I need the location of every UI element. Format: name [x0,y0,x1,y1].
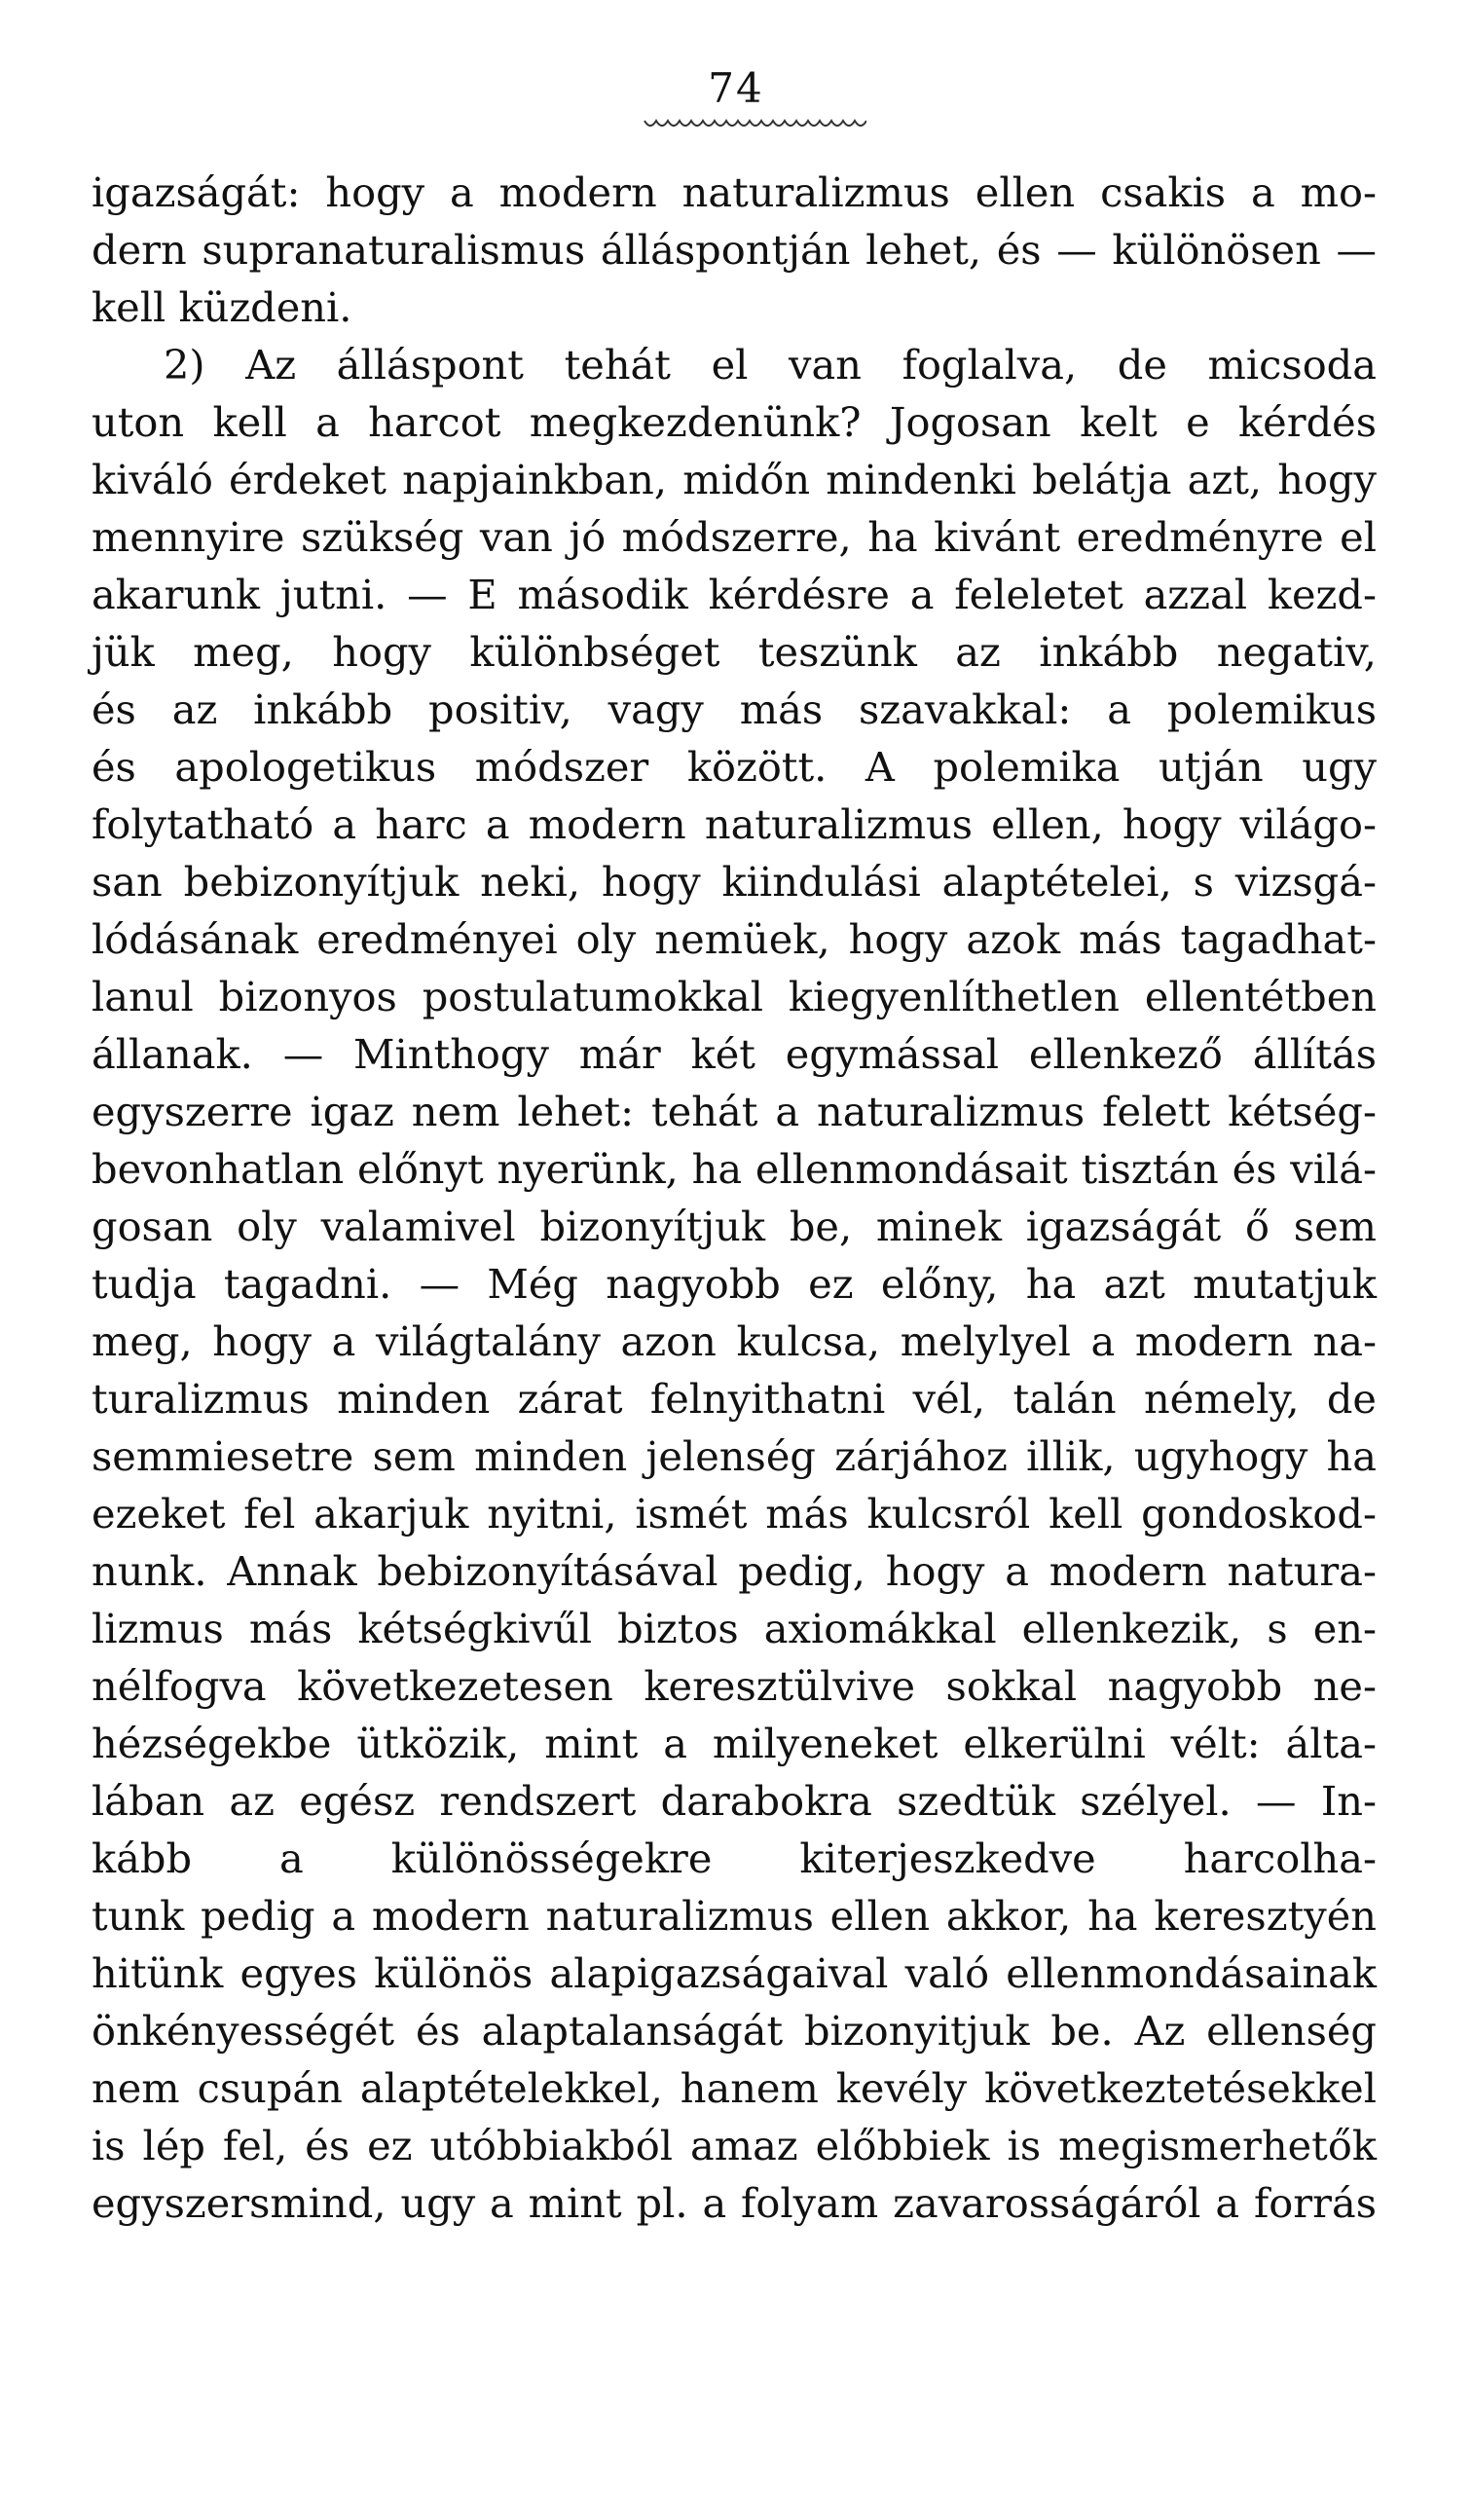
ornament-rule-icon [643,115,866,136]
text-line: ezeket fel akarjuk nyitni, ismét más kulcsról kell gondoskod- [92,1490,1377,1538]
text-line: folytatható a harc a modern naturalizmus ellen, hogy világo- [92,800,1377,848]
text-line: bevonhatlan előnyt nyerünk, ha ellenmondásait tisztán és vilá- [92,1145,1377,1193]
text-line: turalizmus minden zárat felnyithatni vél, talán némely, de [92,1375,1377,1423]
text-line: gosan oly valamivel bizonyítjuk be, minek igazságát ő sem [92,1203,1377,1250]
text-line: állanak. — Minthogy már két egymással ellenkező állítás [92,1030,1377,1078]
body-text [92,164,1377,2232]
text-line: és apologetikus módszer között. A polemika utján ugy [92,743,1377,791]
text-line: nem csupán alaptételekkel, hanem kevély következtetésekkel [92,2064,1377,2112]
text-line: lizmus más kétségkivűl biztos axiomákkal ellenkezik, s en- [92,1605,1377,1652]
text-line: is lép fel, és ez utóbbiakból amaz előbbiek is megismerhetők [92,2122,1377,2169]
text-line: hitünk egyes különös alapigazságaival való ellenmondásainak [92,1949,1377,1997]
text-line: semmiesetre sem minden jelenség zárjához illik, ugyhogy ha [92,1432,1377,1480]
text-line: dern supranaturalismus álláspontján lehet, és — különösen — [92,226,1377,274]
text-line: lában az egész rendszert darabokra szedtük szélyel. — In- [92,1777,1377,1825]
text-line: jük meg, hogy különbséget teszünk az inkább negativ, [92,628,1377,676]
text-line: san bebizonyítjuk neki, hogy kiindulási alaptételei, s vizsgá- [92,858,1377,906]
page-number: 74 [708,64,764,112]
text-line: uton kell a harcot megkezdenünk? Jogosan kelt e kérdés [92,398,1377,446]
text-line: 2) Az álláspont tehát el van foglalva, de micsoda [164,341,1377,389]
text-line: lódásának eredményei oly nemüek, hogy azok más tagadhat- [92,915,1377,963]
text-line: egyszersmind, ugy a mint pl. a folyam zavarosságáról a forrás [92,2179,1377,2227]
text-line: akarunk jutni. — E második kérdésre a feleletet azzal kezd- [92,571,1377,618]
text-line: igazságát: hogy a modern naturalizmus ellen csakis a mo- [92,168,1377,216]
text-line: tunk pedig a modern naturalizmus ellen akkor, ha keresztyén [92,1892,1377,1940]
text-line: kiváló érdeket napjainkban, midőn mindenki belátja azt, hogy [92,456,1377,503]
text-line: tudja tagadni. — Még nagyobb ez előny, ha azt mutatjuk [92,1260,1377,1308]
text-line: hézségekbe ütközik, mint a milyeneket elkerülni vélt: álta- [92,1720,1377,1767]
text-line: nélfogva következetesen keresztülvive sokkal nagyobb ne- [92,1662,1377,1710]
text-line: egyszerre igaz nem lehet: tehát a naturalizmus felett kétség- [92,1088,1377,1135]
text-line: és az inkább positiv, vagy más szavakkal: a polemikus [92,686,1377,733]
text-line: lanul bizonyos postulatumokkal kiegyenlíthetlen ellentétben [92,973,1377,1020]
text-line: mennyire szükség van jó módszerre, ha kivánt eredményre el [92,513,1377,561]
text-line: meg, hogy a világtalány azon kulcsa, melylyel a modern na- [92,1317,1377,1365]
text-line: kább a különösségekre kiterjeszkedve harcolha- [92,1834,1377,1882]
text-line: önkényességét és alaptalanságát bizonyitjuk be. Az ellenség [92,2007,1377,2055]
text-line: kell küzdeni. [92,283,352,331]
text-line: nunk. Annak bebizonyításával pedig, hogy a modern natura- [92,1547,1377,1595]
